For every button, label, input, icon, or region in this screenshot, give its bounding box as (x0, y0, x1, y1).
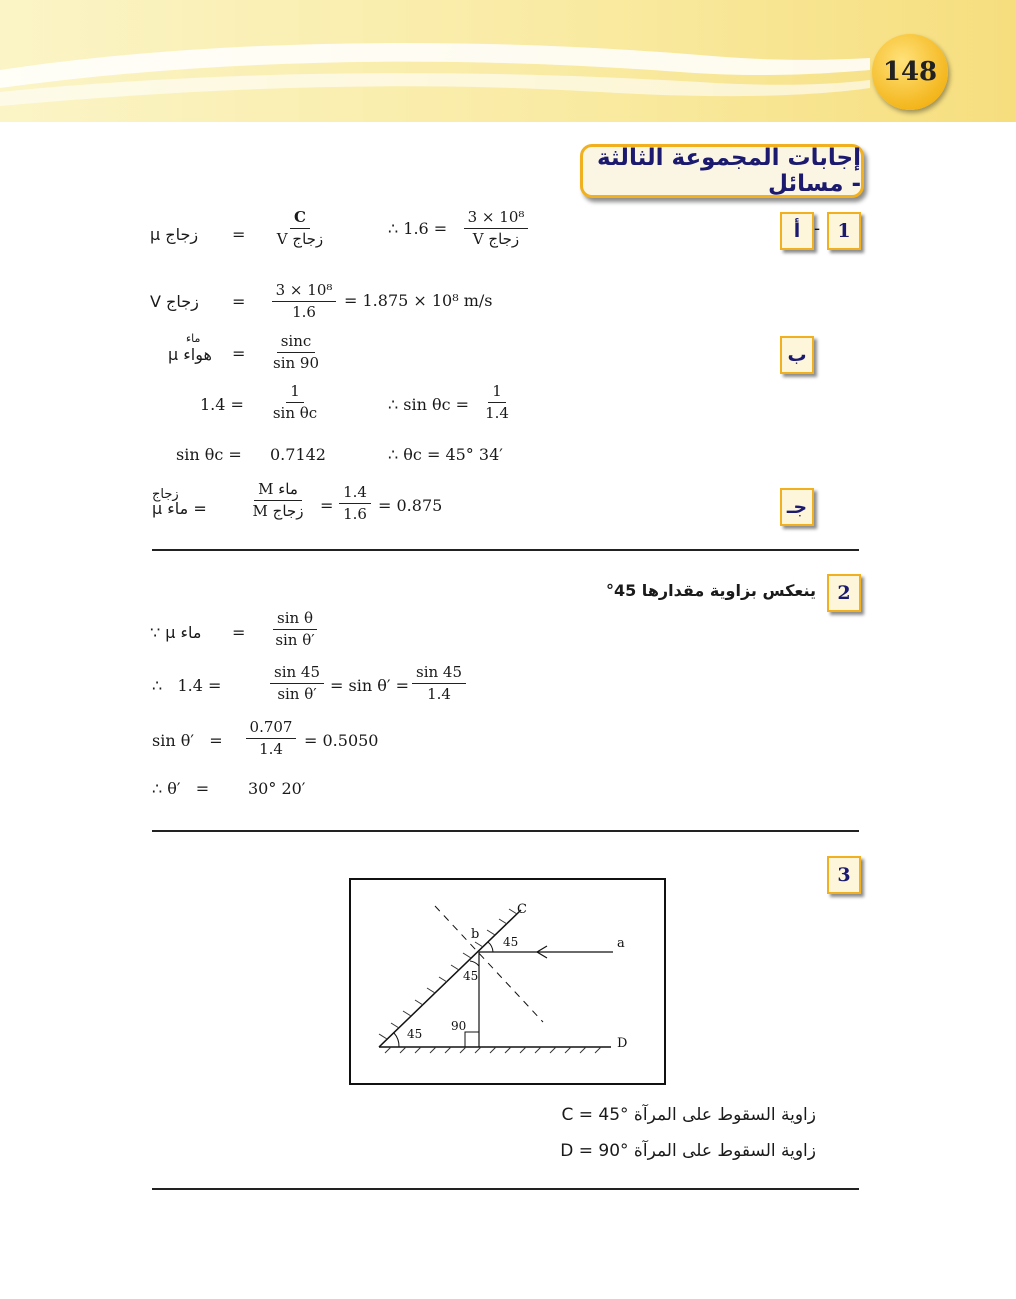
denominator: 1.6 (292, 303, 316, 321)
label-b: b (471, 927, 480, 942)
question-3-badge: 3 (827, 856, 861, 894)
angle-top-label: 45 (503, 935, 519, 949)
numerator: 1 (286, 383, 304, 403)
q1-line4-lhs: 1.4 = (200, 395, 244, 414)
q1-line4-fraction (270, 383, 320, 422)
normal-line (435, 906, 543, 1022)
denominator: sin θ′ (275, 631, 315, 649)
numerator: 1 (488, 383, 506, 403)
part-a-badge: أ (780, 212, 814, 250)
q1-line2-lhs: V زجاج (150, 292, 199, 311)
q1-line3-fraction (270, 333, 322, 372)
q2-line2-lhs: ∴ 1.4 = (152, 676, 222, 695)
q1-line4-therefore: ∴ sin θc = (388, 395, 470, 414)
q3-answer-d: زاوية السقوط على المرآة D = 90° (560, 1141, 816, 1161)
mid-angle-arc (470, 961, 479, 966)
q3-answer-c: زاوية السقوط على المرآة C = 45° (561, 1105, 816, 1125)
denominator: sin 90 (273, 354, 320, 372)
q1-line6-eq: = (320, 496, 334, 515)
q2-line3-result: = 0.5050 (304, 731, 379, 750)
q1-line3-superscript: ماء (186, 332, 201, 345)
denominator: sin θc (272, 404, 318, 422)
q1-line2-result: = 1.875 × 10⁸ m/s (344, 291, 493, 310)
q1-line5-value: 0.7142 (270, 445, 326, 464)
part-c-badge: جـ (780, 488, 814, 526)
mirror-diagram-svg (351, 880, 664, 1083)
numerator: 1.4 (339, 484, 371, 504)
q2-statement: ينعكس بزاوية مقدارها 45° (605, 581, 816, 600)
right-angle-marker (465, 1032, 479, 1047)
numerator: M ماء (254, 481, 302, 501)
denominator: 1.4 (485, 404, 509, 422)
q1-line6-fraction (246, 481, 310, 520)
q1-line2-eq: = (232, 292, 246, 311)
part-b-badge: ب (780, 336, 814, 374)
denominator: V زجاج (276, 230, 324, 248)
label-d: D (617, 1036, 628, 1051)
q1-line6-result: = 0.875 (378, 496, 443, 515)
q2-line3-fraction (248, 719, 294, 758)
q1-line1-lhs: μ زجاج (150, 225, 199, 244)
q2-line4-value: 30° 20′ (248, 779, 306, 798)
q2-line1-fraction (270, 610, 320, 649)
denominator: 1.4 (427, 685, 451, 703)
q1-line1-eq: = (232, 225, 246, 244)
numerator: sinc (277, 333, 316, 353)
numerator: sin θ (273, 610, 317, 630)
q1-line4-right-fraction (480, 383, 514, 422)
mirror-c-line (379, 910, 521, 1047)
numerator: sin 45 (412, 664, 466, 684)
question-1-badge: 1 (827, 212, 861, 250)
denominator: 1.4 (259, 740, 283, 758)
q2-line2-middle: = sin θ′ = (330, 676, 409, 695)
denominator: 1.6 (343, 505, 367, 523)
divider-1 (152, 549, 859, 551)
numerator: 3 × 10⁸ (272, 282, 337, 302)
mirror-d-hatching (385, 1047, 601, 1053)
page-header-band (0, 0, 1016, 122)
page-number: 148 (872, 34, 948, 110)
q1-line6-right-fraction (338, 484, 372, 523)
header-swoosh (0, 0, 1016, 122)
q1-line5-lhs: sin θc = (176, 445, 242, 464)
mirror-diagram (349, 878, 666, 1085)
q1-line3-eq: = (232, 344, 246, 363)
angle-right-label: 90 (451, 1019, 467, 1033)
numerator: 3 × 10⁸ (464, 209, 529, 229)
q2-line4-lhs: ∴ θ′ = (152, 779, 210, 798)
q1-line3-lhs: μ هواء (168, 345, 212, 364)
denominator: sin θ′ (277, 685, 317, 703)
label-c: C (517, 902, 527, 917)
q1-line2-fraction (272, 282, 336, 321)
q2-line2-right-fraction (414, 664, 464, 703)
numerator: C (290, 209, 310, 229)
q1-line5-therefore: ∴ θc = 45° 34′ (388, 445, 503, 464)
angle-mid-label: 45 (463, 969, 479, 983)
base-angle-arc (394, 1033, 399, 1047)
q2-line1-lhs: ∵ μ ماء (150, 623, 202, 642)
numerator: 0.707 (246, 719, 297, 739)
denominator: M زجاج (252, 502, 304, 520)
section-title: إجابات المجموعة الثالثة - مسائل (580, 144, 864, 198)
angle-base-label: 45 (407, 1027, 423, 1041)
divider-3 (152, 1188, 859, 1190)
divider-2 (152, 830, 859, 832)
q1-line1-therefore: ∴ 1.6 = (388, 219, 448, 238)
q1-line1-right-fraction (466, 209, 526, 248)
denominator: V زجاج (472, 230, 520, 248)
question-1-dash: - (814, 218, 821, 239)
q2-line3-lhs: sin θ′ = (152, 731, 223, 750)
top-angle-arc (488, 942, 493, 952)
q2-line1-eq: = (232, 623, 246, 642)
q1-line1-fraction (270, 209, 330, 248)
question-2-badge: 2 (827, 574, 861, 612)
q2-line2-fraction (270, 664, 324, 703)
numerator: sin 45 (270, 664, 324, 684)
label-a: a (617, 936, 625, 951)
q1-line6-lhs: μ ماء = (152, 499, 207, 518)
mirror-c-hatching (379, 909, 517, 1039)
q1-line6-superscript: زجاج (152, 487, 179, 502)
